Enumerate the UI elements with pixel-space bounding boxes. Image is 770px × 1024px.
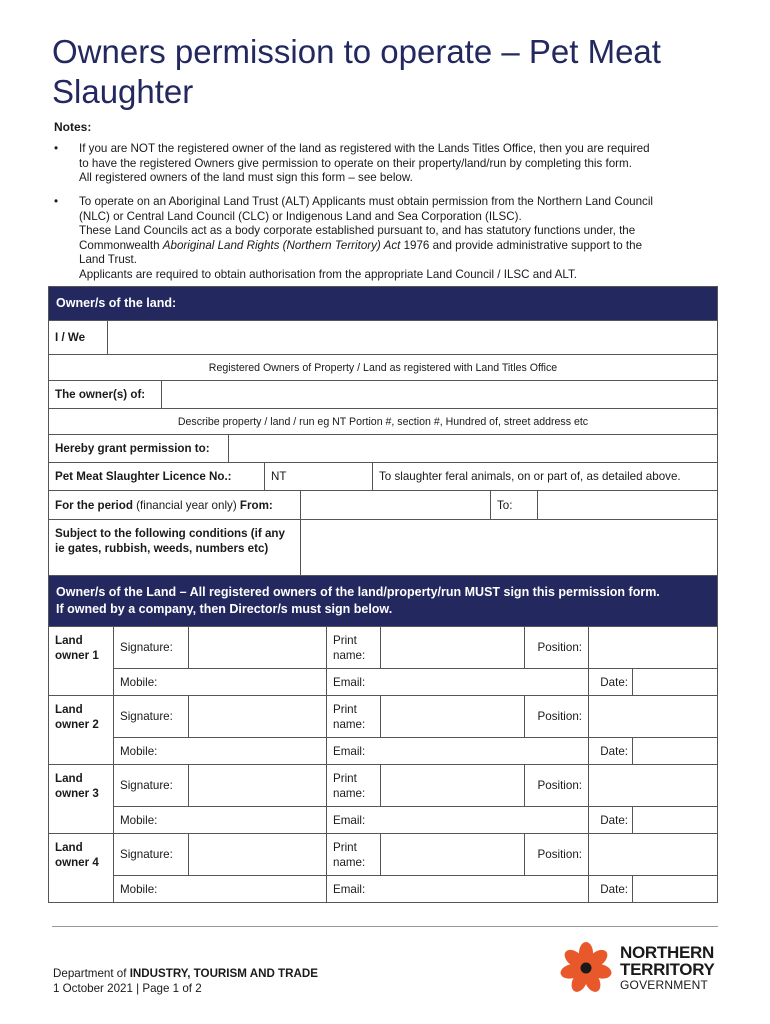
period-from-input[interactable]	[300, 491, 490, 519]
i-we-caption-row	[49, 354, 717, 380]
owner-signature-row	[114, 765, 717, 806]
owner-block	[49, 695, 717, 764]
owner-label-line-1: Land	[55, 634, 83, 647]
position-label: Position:	[524, 834, 588, 875]
date-input[interactable]	[632, 876, 717, 902]
i-we-label: I / We	[55, 331, 86, 344]
licence-input[interactable]: NT	[264, 463, 372, 490]
owner-label	[49, 765, 113, 833]
owner-label-line-1: Land	[55, 703, 83, 716]
owner-contact-row	[114, 806, 717, 833]
print-name-input[interactable]	[380, 696, 524, 737]
print-name-input[interactable]	[380, 765, 524, 806]
print-name-input[interactable]	[380, 627, 524, 668]
logo-line-1: NORTHERN	[620, 943, 714, 962]
note-1-line-3: All registered owners of the land must sign this form – see below.	[79, 171, 413, 185]
bullet-dot: •	[54, 142, 59, 155]
grant-input[interactable]	[228, 435, 717, 462]
owner-fields	[113, 834, 717, 902]
period-row	[49, 490, 717, 519]
footer-divider	[52, 926, 718, 927]
date-input[interactable]	[632, 669, 717, 695]
owner-block	[49, 626, 717, 695]
mobile-field[interactable]	[114, 669, 326, 695]
date-label: Date:	[588, 876, 632, 902]
note-1-line-1: If you are NOT the registered owner of the land as registered with the Lands Titles Office, then you are required	[79, 142, 650, 155]
position-input[interactable]	[588, 627, 717, 668]
print-name-label	[326, 834, 380, 875]
owner-label-line-1: Land	[55, 772, 83, 785]
email-field[interactable]	[326, 807, 588, 833]
mobile-field[interactable]	[114, 738, 326, 764]
position-input[interactable]	[588, 696, 717, 737]
signature-label: Signature:	[120, 779, 173, 792]
date-input[interactable]	[632, 738, 717, 764]
period-bold: For the period	[55, 498, 133, 512]
email-label: Email:	[333, 675, 366, 689]
mobile-label: Mobile:	[120, 882, 158, 896]
print-label-1: Print	[333, 840, 357, 854]
logo-line-3: GOVERNMENT	[620, 978, 709, 992]
print-label-1: Print	[333, 702, 357, 716]
signatures-header-line-2: If owned by a company, then Director/s must sign below.	[56, 602, 393, 616]
owners-of-caption: Describe property / land / run eg NT Portion #, section #, Hundred of, street address etc	[177, 415, 589, 428]
footer-dept-prefix: Department of	[53, 967, 130, 980]
i-we-input[interactable]	[107, 321, 717, 354]
owner-label-line-2: owner 1	[55, 649, 99, 662]
email-label: Email:	[333, 882, 366, 896]
grant-row	[49, 434, 717, 462]
signature-label: Signature:	[120, 710, 173, 723]
period-normal: (financial year only)	[132, 498, 240, 512]
email-field[interactable]	[326, 738, 588, 764]
date-label: Date:	[588, 669, 632, 695]
footer-dept-name: INDUSTRY, TOURISM AND TRADE	[129, 967, 318, 980]
period-to-input[interactable]	[537, 491, 717, 519]
print-label-2: name:	[333, 786, 366, 800]
print-name-label	[326, 765, 380, 806]
act-name: Aboriginal Land Rights (Northern Territory) Act	[162, 238, 401, 252]
owners-section-header: Owner/s of the land:	[49, 287, 717, 320]
print-name-input[interactable]	[380, 834, 524, 875]
period-label	[49, 491, 300, 519]
note-2-line-4	[79, 239, 719, 254]
owner-label-line-2: owner 4	[55, 856, 99, 869]
owner-signature-row	[114, 627, 717, 668]
position-input[interactable]	[588, 765, 717, 806]
period-from: From:	[239, 498, 273, 512]
owners-of-caption-row	[49, 408, 717, 434]
note-2-line-6: Applicants are required to obtain authorisation from the appropriate Land Council / ILSC and ALT.	[79, 267, 577, 281]
owner-signature-row	[114, 696, 717, 737]
mobile-field[interactable]	[114, 807, 326, 833]
conditions-label: Subject to the following conditions (if any ie gates, rubbish, weeds, numbers etc)	[55, 527, 285, 555]
position-label: Position:	[524, 627, 588, 668]
owner-label-line-2: owner 3	[55, 787, 99, 800]
print-label-2: name:	[333, 648, 366, 662]
conditions-row	[49, 519, 717, 575]
logo-line-2: TERRITORY	[620, 960, 715, 979]
owners-of-label: The owner(s) of:	[55, 388, 146, 401]
owner-label-line-2: owner 2	[55, 718, 99, 731]
owner-block	[49, 764, 717, 833]
note-1-line-2: to have the registered Owners give permission to operate on their property/land/run by completing this form.	[79, 156, 632, 170]
date-label: Date:	[588, 738, 632, 764]
email-field[interactable]	[326, 876, 588, 902]
footer	[53, 966, 318, 996]
email-label: Email:	[333, 813, 366, 827]
signature-input[interactable]	[188, 627, 326, 668]
owner-signature-row	[114, 834, 717, 875]
owner-label	[49, 627, 113, 695]
print-name-label	[326, 627, 380, 668]
footer-date-page: 1 October 2021 | Page 1 of 2	[53, 982, 202, 995]
email-field[interactable]	[326, 669, 588, 695]
position-label: Position:	[524, 696, 588, 737]
owner-contact-row	[114, 737, 717, 764]
licence-note: To slaughter feral animals, on or part of, as detailed above.	[372, 463, 717, 490]
print-name-label	[326, 696, 380, 737]
i-we-caption: Registered Owners of Property / Land as registered with Land Titles Office	[208, 361, 558, 374]
print-label-1: Print	[333, 771, 357, 785]
mobile-label: Mobile:	[120, 675, 158, 689]
signature-input[interactable]	[188, 834, 326, 875]
print-label-2: name:	[333, 717, 366, 731]
note-2-line-3: These Land Councils act as a body corporate established pursuant to, and has statutory functions under, the	[79, 224, 636, 238]
owner-label	[49, 696, 113, 764]
date-label: Date:	[588, 807, 632, 833]
i-we-row	[49, 320, 717, 354]
owner-label-line-1: Land	[55, 841, 83, 854]
flower-emblem-icon	[559, 942, 613, 994]
owner-fields	[113, 765, 717, 833]
mobile-label: Mobile:	[120, 744, 158, 758]
note-2-line-1: To operate on an Aboriginal Land Trust (ALT) Applicants must obtain permission from the Northern Land Council	[79, 195, 653, 208]
licence-row	[49, 462, 717, 490]
signatures-section-header	[49, 575, 717, 626]
mobile-label: Mobile:	[120, 813, 158, 827]
position-input[interactable]	[588, 834, 717, 875]
print-label-1: Print	[333, 633, 357, 647]
owner-contact-row	[114, 875, 717, 902]
owners-container	[49, 626, 717, 902]
position-label: Position:	[524, 765, 588, 806]
conditions-input[interactable]	[300, 520, 717, 575]
notes-label: Notes:	[54, 120, 92, 134]
signature-label: Signature:	[120, 641, 173, 654]
print-label-2: name:	[333, 855, 366, 869]
mobile-field[interactable]	[114, 876, 326, 902]
owner-fields	[113, 696, 717, 764]
date-input[interactable]	[632, 807, 717, 833]
signature-input[interactable]	[188, 765, 326, 806]
logo-text	[620, 944, 715, 992]
note-text: Commonwealth	[79, 238, 163, 252]
note-text: 1976 and provide administrative support to the	[400, 238, 643, 252]
licence-label: Pet Meat Slaughter Licence No.:	[55, 470, 232, 483]
owner-fields	[113, 627, 717, 695]
owners-of-input[interactable]	[161, 381, 717, 408]
signatures-header-line-1: Owner/s of the Land – All registered owners of the land/property/run MUST sign this permission form.	[56, 585, 660, 599]
owner-label	[49, 834, 113, 902]
bullet-dot: •	[54, 195, 59, 208]
grant-label: Hereby grant permission to:	[55, 442, 210, 455]
signature-input[interactable]	[188, 696, 326, 737]
note-2-line-2: (NLC) or Central Land Council (CLC) or Indigenous Land and Sea Corporation (ILSC).	[79, 209, 522, 223]
owners-of-row	[49, 380, 717, 408]
footer-department	[53, 966, 318, 981]
period-to-label: To:	[490, 491, 537, 519]
owner-contact-row	[114, 668, 717, 695]
page-title: Owners permission to operate – Pet Meat Slaughter	[52, 33, 661, 110]
note-2-line-5: Land Trust.	[79, 253, 138, 267]
signature-label: Signature:	[120, 848, 173, 861]
owner-block	[49, 833, 717, 902]
email-label: Email:	[333, 744, 366, 758]
permission-form	[48, 286, 718, 903]
